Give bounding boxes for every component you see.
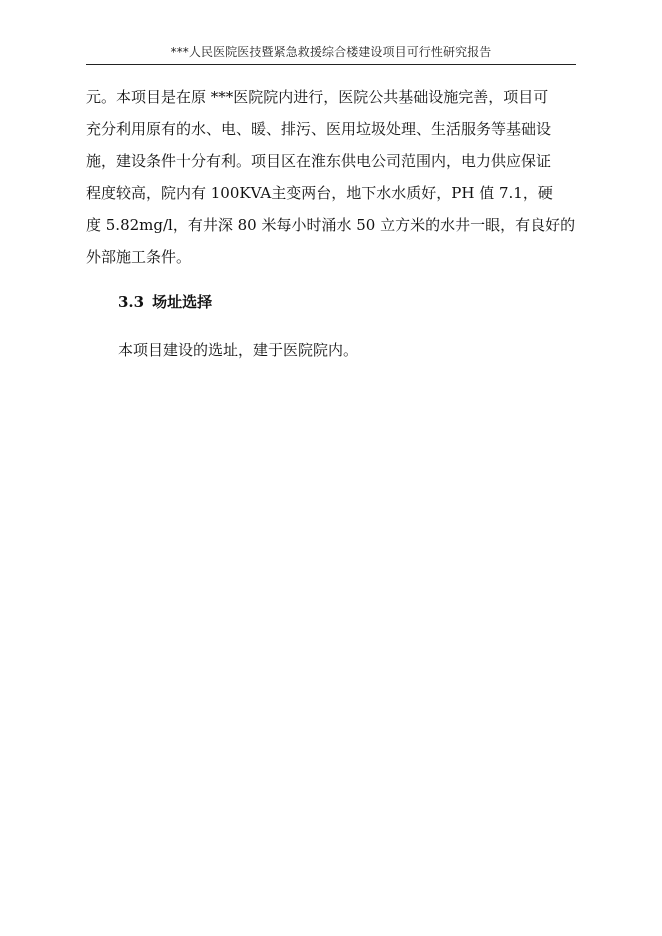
paragraph-site-selection: 本项目建设的选址，建于医院院内。	[118, 341, 359, 359]
section-heading	[118, 288, 212, 316]
paragraph-line: 元。本项目是在原 ***医院院内进行，医院公共基础设施完善，项目可	[86, 88, 549, 106]
paragraph-line: 外部施工条件。	[86, 248, 192, 266]
section-number: 3.3	[118, 293, 145, 311]
paragraph-line: 充分利用原有的水、电、暖、排污、医用垃圾处理、生活服务等基础设	[86, 120, 552, 138]
paragraph-line: 程度较高，院内有 100KVA主变两台，地下水水质好，PH 值 7.1，硬	[86, 184, 553, 202]
section-title: 场址选择	[152, 293, 213, 311]
paragraph-line: 度 5.82mg/l，有井深 80 米每小时涌水 50 立方米的水井一眼，有良好的	[86, 216, 576, 234]
running-header: ***人民医院医技暨紧急救援综合楼建设项目可行性研究报告	[170, 45, 492, 59]
paragraph-site-conditions	[86, 81, 576, 273]
header-divider	[86, 64, 576, 65]
paragraph-line: 施，建设条件十分有利。项目区在淮东供电公司范围内，电力供应保证	[86, 152, 552, 170]
